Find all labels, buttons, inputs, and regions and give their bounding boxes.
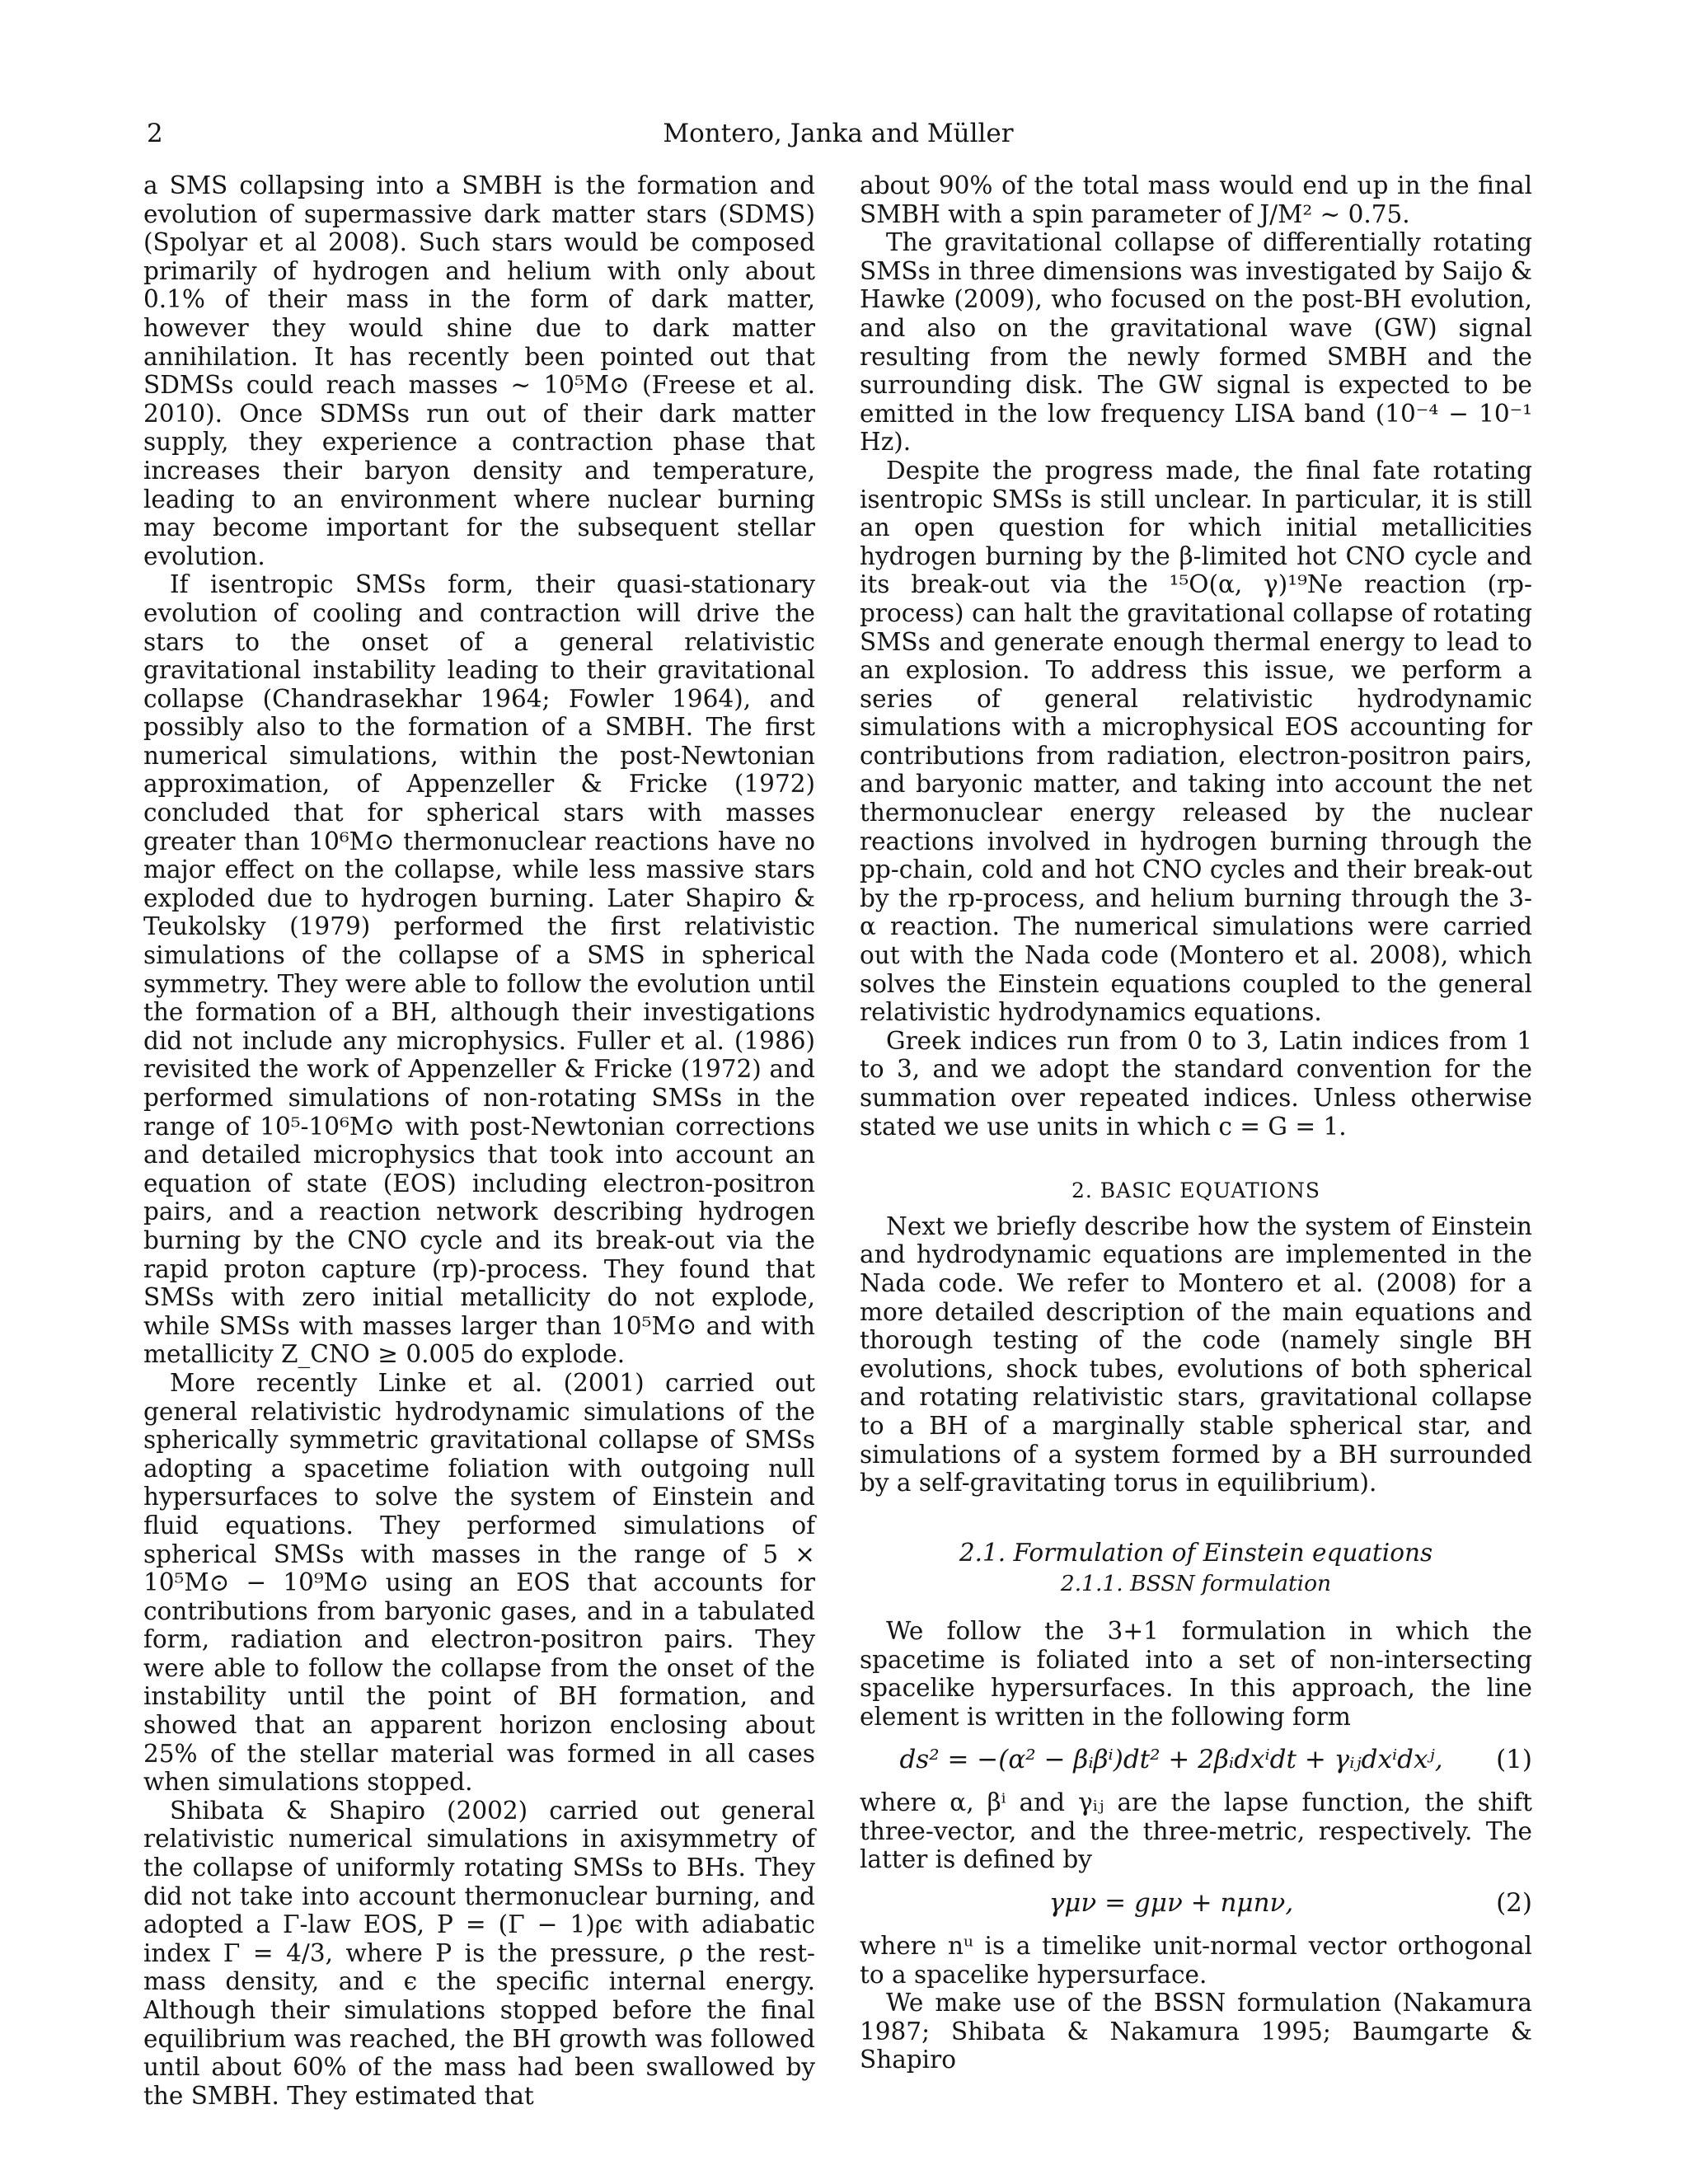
- paragraph: The gravitational collapse of differentially rotating SMSs in three dimensions was investigated by Saijo & Hawke (2009), who focused on the post-BH evolution, and also on the gravitational wave (GW) signal resulting from the newly formed SMBH and the surrounding disk. The GW signal is expected to be emitted in the low frequency LISA band (10⁻⁴ − 10⁻¹ Hz).: [860, 228, 1532, 457]
- paragraph: Shibata & Shapiro (2002) carried out general relativistic numerical simulations in axisymmetry of the collapse of uniformly rotating SMSs to BHs. They did not take into account thermonuclear burning, and adopted a Γ-law EOS, P = (Γ − 1)ρϵ with adiabatic index Γ = 4/3, where P is the pressure, ρ the rest-mass density, and ϵ the specific internal energy. Although their simulations stopped before the final equilibrium was reached, the BH growth was followed until about 60% of the mass had been swallowed by the SMBH. They estimated that: [143, 1796, 815, 2110]
- paragraph: Next we briefly describe how the system of Einstein and hydrodynamic equations are implemented in the Nada code. We refer to Montero et al. (2008) for a more detailed description of the main equations and thorough testing of the code (namely single BH evolutions, shock tubes, evolutions of both spherical and rotating relativistic stars, gravitational collapse to a BH of a marginally stable spherical star, and simulations of a system formed by a BH surrounded by a self-gravitating torus in equilibrium).: [860, 1212, 1532, 1497]
- equation-body: γμν = gμν + nμnν,: [1048, 1888, 1294, 1919]
- paragraph: Greek indices run from 0 to 3, Latin indices from 1 to 3, and we adopt the standard convention for the summation over repeated indices. Unless otherwise stated we use units in which c = G = 1.: [860, 1026, 1532, 1141]
- paragraph: a SMS collapsing into a SMBH is the formation and evolution of supermassive dark matter stars (SDMS) (Spolyar et al 2008). Such stars would be composed primarily of hydrogen and helium with only about 0.1% of their mass in the form of dark matter, however they would shine due to dark matter annihilation. It has recently been pointed out that SDMSs could reach masses ∼ 10⁵M⊙ (Freese et al. 2010). Once SDMSs run out of their dark matter supply, they experience a contraction phase that increases their baryon density and temperature, leading to an environment where nuclear burning may become important for the subsequent stellar evolution.: [143, 171, 815, 570]
- paragraph: Despite the progress made, the final fate rotating isentropic SMSs is still unclear. In particular, it is still an open question for which initial metallicities hydrogen burning by the β-limited hot CNO cycle and its break-out via the ¹⁵O(α, γ)¹⁹Ne reaction (rp-process) can halt the gravitational collapse of rotating SMSs and generate enough thermal energy to lead to an explosion. To address this issue, we perform a series of general relativistic hydrodynamic simulations with a microphysical EOS accounting for contributions from radiation, electron-positron pairs, and baryonic matter, and taking into account the net thermonuclear energy released by the nuclear reactions involved in hydrogen burning through the pp-chain, cold and hot CNO cycles and their break-out by the rp-process, and helium burning through the 3-α reaction. The numerical simulations were carried out with the Nada code (Montero et al. 2008), which solves the Einstein equations coupled to the general relativistic hydrodynamics equations.: [860, 456, 1532, 1027]
- paragraph: We follow the 3+1 formulation in which the spacetime is foliated into a set of non-intersecting spacelike hypersurfaces. In this approach, the line element is written in the following form: [860, 1616, 1532, 1731]
- section-title: 2. BASIC EQUATIONS: [1071, 1179, 1321, 1203]
- subsection-title: 2.1. Formulation of Einstein equations: [959, 1538, 1433, 1567]
- paragraph: where nᵘ is a timelike unit-normal vector orthogonal to a spacelike hypersurface.: [860, 1932, 1532, 1989]
- equation-1: [860, 1731, 1532, 1788]
- paragraph: where α, βⁱ and γᵢⱼ are the lapse function, the shift three-vector, and the three-metric, respectively. The latter is defined by: [860, 1788, 1532, 1874]
- page-number: 2: [147, 119, 163, 148]
- running-head: Montero, Janka and Müller: [663, 119, 1014, 148]
- equation-body: ds² = −(α² − βᵢβⁱ)dt² + 2βᵢdxⁱdt + γᵢⱼdxⁱdxʲ,: [899, 1745, 1443, 1775]
- equation-number: (1): [1496, 1745, 1532, 1775]
- equation-2: [860, 1874, 1532, 1932]
- paragraph: about 90% of the total mass would end up in the final SMBH with a spin parameter of J/M² ∼ 0.75.: [860, 171, 1532, 228]
- left-column: [143, 171, 815, 2110]
- equation-number: (2): [1496, 1888, 1532, 1919]
- paragraph: We make use of the BSSN formulation (Nakamura 1987; Shibata & Nakamura 1995; Baumgarte & Shapiro: [860, 1989, 1532, 2074]
- paragraph: If isentropic SMSs form, their quasi-stationary evolution of cooling and contraction will drive the stars to the onset of a general relativistic gravitational instability leading to their gravitational collapse (Chandrasekhar 1964; Fowler 1964), and possibly also to the formation of a SMBH. The first numerical simulations, within the post-Newtonian approximation, of Appenzeller & Fricke (1972) concluded that for spherical stars with masses greater than 10⁶M⊙ thermonuclear reactions have no major effect on the collapse, while less massive stars exploded due to hydrogen burning. Later Shapiro & Teukolsky (1979) performed the first relativistic simulations of the collapse of a SMS in spherical symmetry. They were able to follow the evolution until the formation of a BH, although their investigations did not include any microphysics. Fuller et al. (1986) revisited the work of Appenzeller & Fricke (1972) and performed simulations of non-rotating SMSs in the range of 10⁵-10⁶M⊙ with post-Newtonian corrections and detailed microphysics that took into account an equation of state (EOS) including electron-positron pairs, and a reaction network describing hydrogen burning by the CNO cycle and its break-out via the rapid proton capture (rp)-process. They found that SMSs with zero initial metallicity do not explode, while SMSs with masses larger than 10⁵M⊙ and with metallicity Z_CNO ≥ 0.005 do explode.: [143, 570, 815, 1369]
- paragraph: More recently Linke et al. (2001) carried out general relativistic hydrodynamic simulations of the spherically symmetric gravitational collapse of SMSs adopting a spacetime foliation with outgoing null hypersurfaces to solve the system of Einstein and fluid equations. They performed simulations of spherical SMSs with masses in the range of 5 × 10⁵M⊙ − 10⁹M⊙ using an EOS that accounts for contributions from baryonic gases, and in a tabulated form, radiation and electron-positron pairs. They were able to follow the collapse from the onset of the instability until the point of BH formation, and showed that an apparent horizon enclosing about 25% of the stellar material was formed in all cases when simulations stopped.: [143, 1368, 815, 1797]
- subsubsection-title: 2.1.1. BSSN formulation: [1060, 1571, 1332, 1597]
- right-column: [860, 171, 1532, 2074]
- page-header: [142, 114, 1535, 153]
